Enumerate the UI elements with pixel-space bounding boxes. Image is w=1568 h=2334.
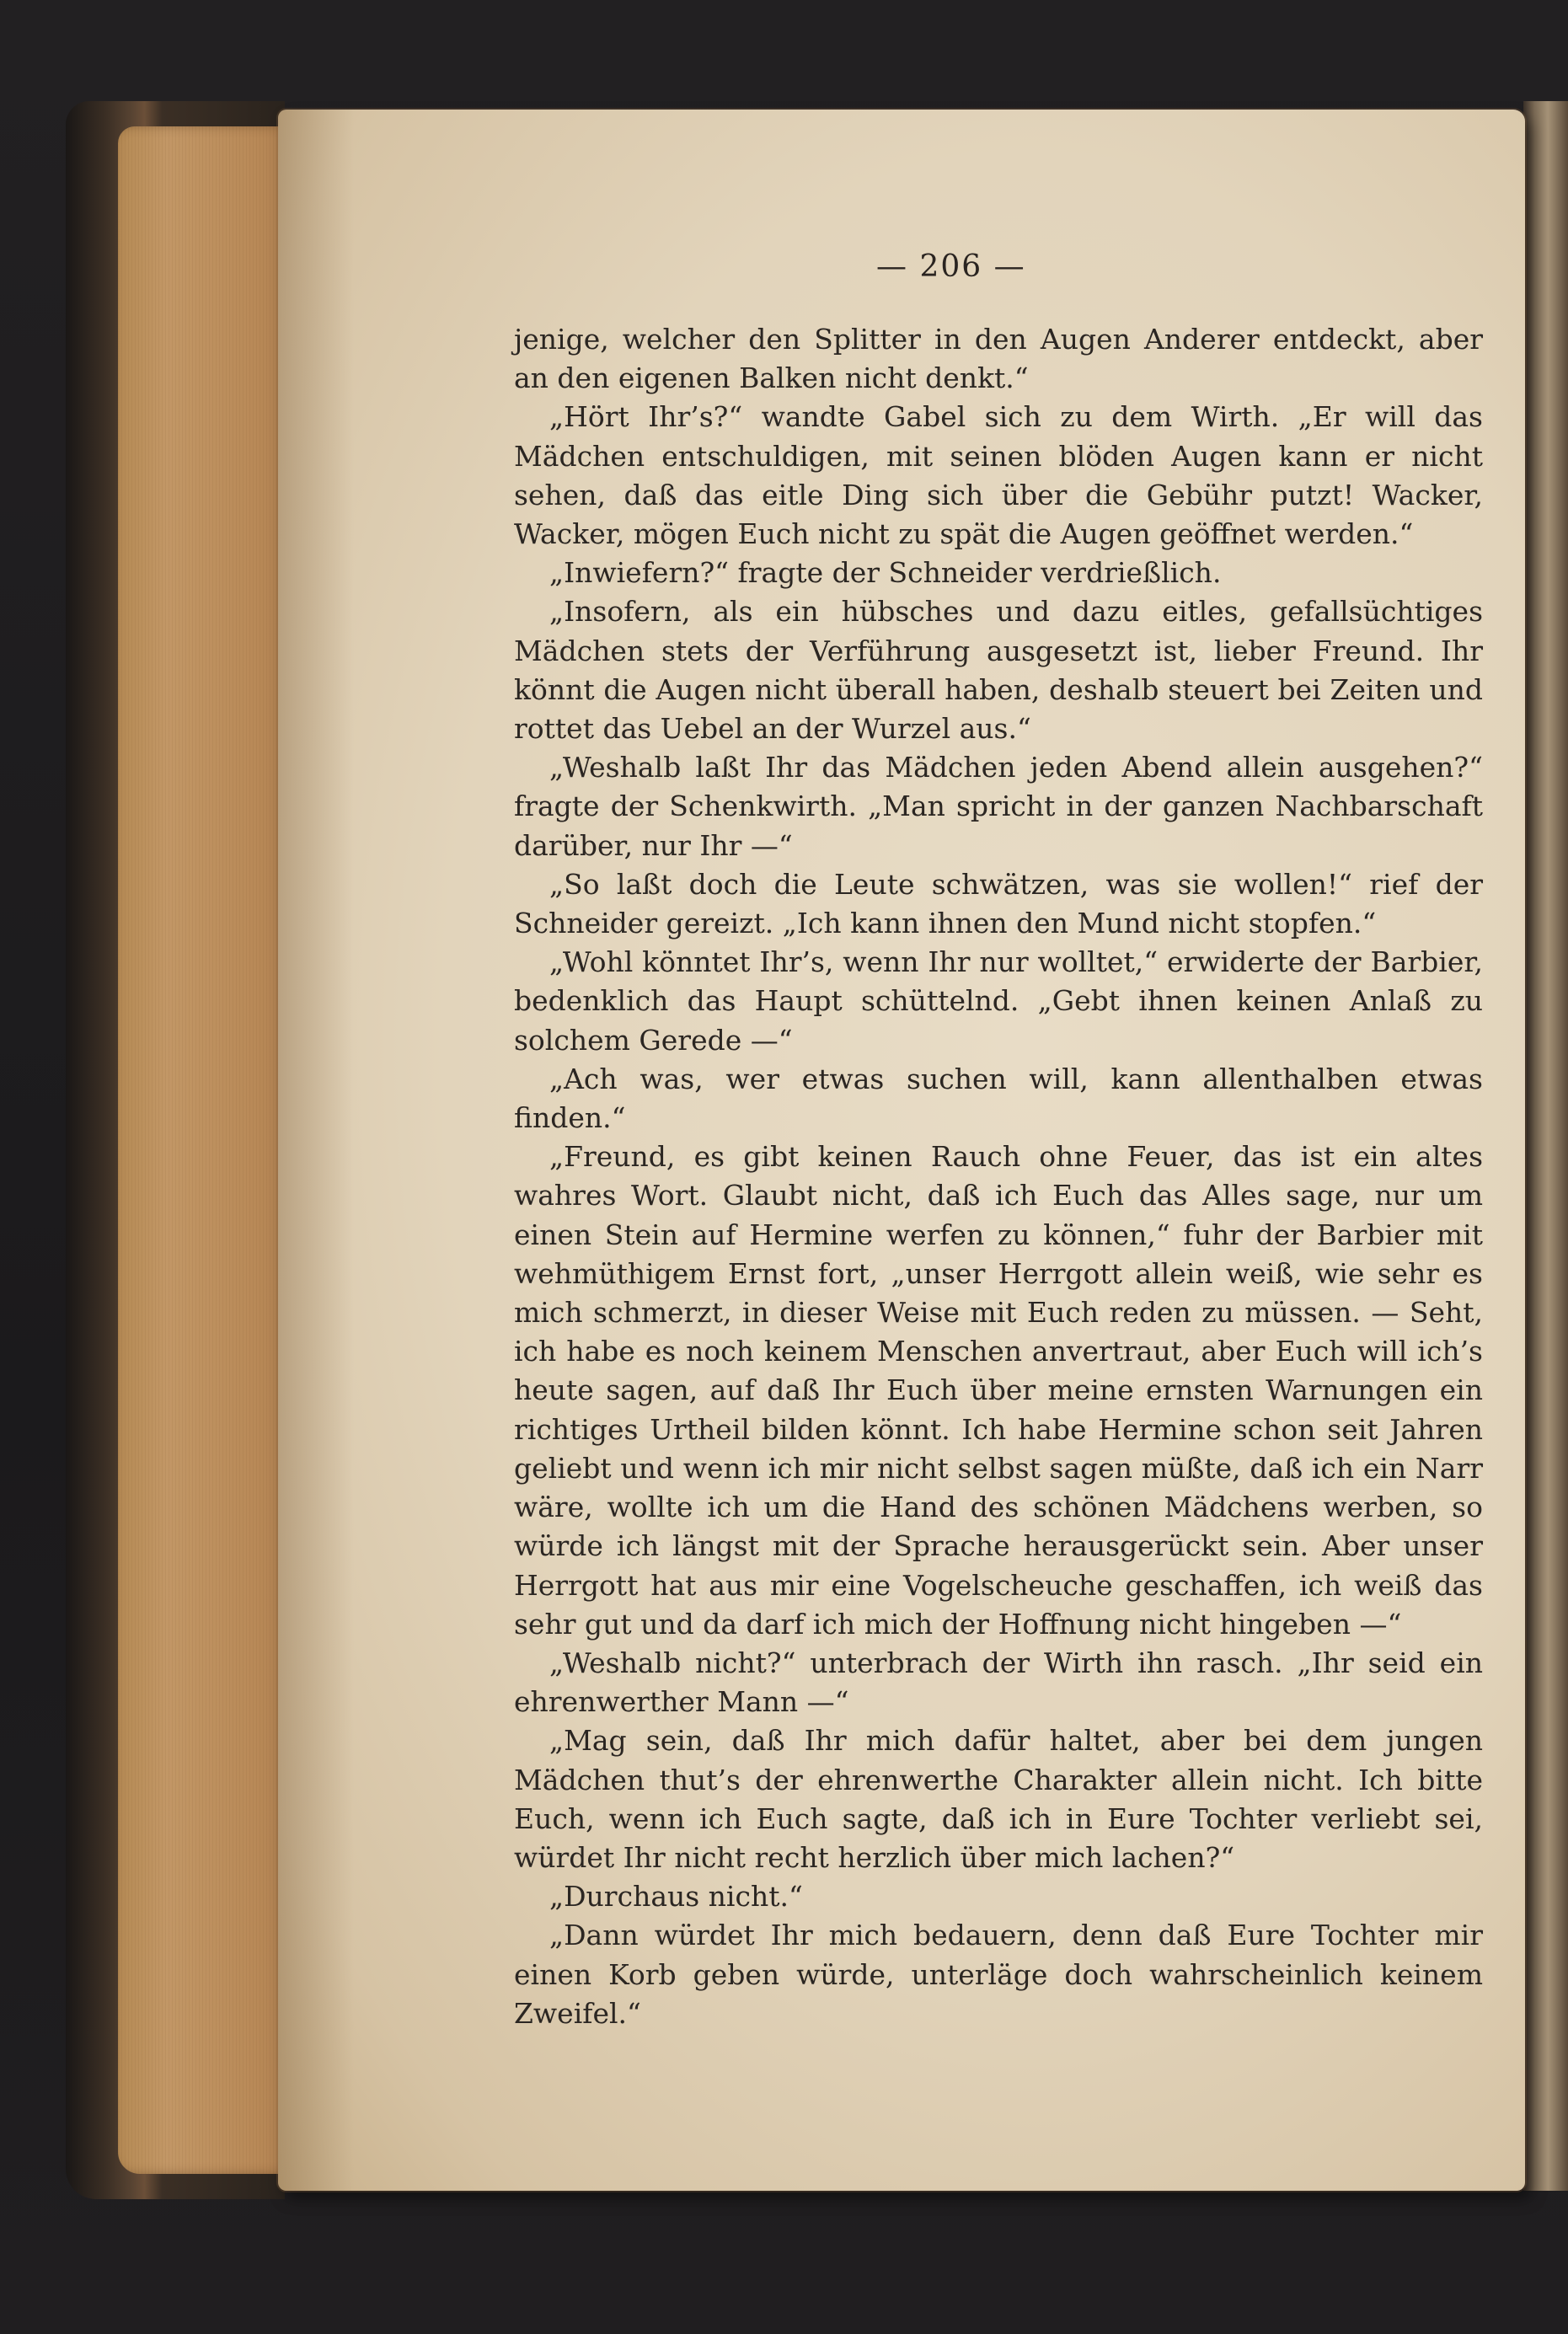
paragraph: „Wohl könntet Ihr’s, wenn Ihr nur wolltet,“ erwiderte der Barbier, bedenklich das Haupt schüttelnd. „Gebt ihnen keinen Anlaß zu solchem Gerede —“ — [514, 945, 1483, 1057]
paragraph: „Freund, es gibt keinen Rauch ohne Feuer, das ist ein altes wahres Wort. Glaubt nicht, daß ich Euch das Alles sage, nur um einen Stein auf Hermine werfen zu können,“ fuhr der Barbier mit wehmüthigem Ernst fort, „unser Herrgott allein weiß, wie sehr es mich schmerzt, in dieser Weise mit Euch reden zu müssen. — Seht, ich habe es noch keinem Menschen anvertraut, aber Euch will ich’s heute sagen, auf daß Ihr Euch über meine ernsten Warnungen ein richtiges Urtheil bilden könnt. Ich habe Hermine schon seit Jahren geliebt und wenn ich mir nicht selbst sagen müßte, daß ich ein Narr wäre, wollte ich um die Hand des schönen Mädchens werben, so würde ich längst mit der Sprache herausgerückt sein. Aber unser Herrgott hat aus mir eine Vogelscheuche geschaffen, ich weiß das sehr gut und da darf ich mich der Hoffnung nicht hingeben —“ — [514, 1140, 1483, 1641]
paragraph: „Weshalb laßt Ihr das Mädchen jeden Abend allein ausgehen?“ fragte der Schenkwirth. „Man spricht in der ganzen Nachbarschaft darüber, nur Ihr —“ — [514, 751, 1483, 862]
paragraph: „So laßt doch die Leute schwätzen, was sie wollen!“ rief der Schneider gereizt. „Ich kann ihnen den Mund nicht stopfen.“ — [514, 867, 1483, 940]
paragraph: jenige, welcher den Splitter in den Augen Anderer entdeckt, aber an den eigenen Balken nicht denkt.“ — [514, 323, 1483, 395]
paragraph: „Ach was, wer etwas suchen will, kann allenthalben etwas finden.“ — [514, 1062, 1483, 1135]
paragraph: „Insofern, als ein hübsches und dazu eitles, gefallsüchtiges Mädchen stets der Verführung ausgesetzt ist, lieber Freund. Ihr könnt die Augen nicht überall haben, deshalb steuert bei Zeiten und rottet das Uebel an der Wurzel aus.“ — [514, 595, 1483, 746]
paragraph: „Durchaus nicht.“ — [549, 1880, 803, 1914]
paragraph: „Inwiefern?“ fragte der Schneider verdrießlich. — [549, 556, 1222, 590]
page-number: — 206 — — [876, 249, 1026, 284]
paragraph: „Dann würdet Ihr mich bedauern, denn daß Eure Tochter mir einen Korb geben würde, unterläge doch wahrscheinlich keinem Zweifel.“ — [514, 1919, 1483, 2030]
paragraph: „Mag sein, daß Ihr mich dafür haltet, aber bei dem jungen Mädchen thut’s der ehrenwerthe Charakter allein nicht. Ich bitte Euch, wenn ich Euch sagte, daß ich in Eure Tochter verliebt sei, würdet Ihr nicht recht herzlich über mich lachen?“ — [514, 1724, 1483, 1874]
page-text — [514, 320, 1483, 2033]
paragraph: „Hört Ihr’s?“ wandte Gabel sich zu dem Wirth. „Er will das Mädchen entschuldigen, mit seinen blöden Augen kann er nicht sehen, daß das eitle Ding sich über die Gebühr putzt! Wacker, Wacker, mögen Euch nicht zu spät die Augen geöffnet werden.“ — [514, 400, 1483, 551]
paragraph: „Weshalb nicht?“ unterbrach der Wirth ihn rasch. „Ihr seid ein ehrenwerther Mann —“ — [514, 1646, 1483, 1719]
next-page-edge — [1523, 101, 1568, 2191]
